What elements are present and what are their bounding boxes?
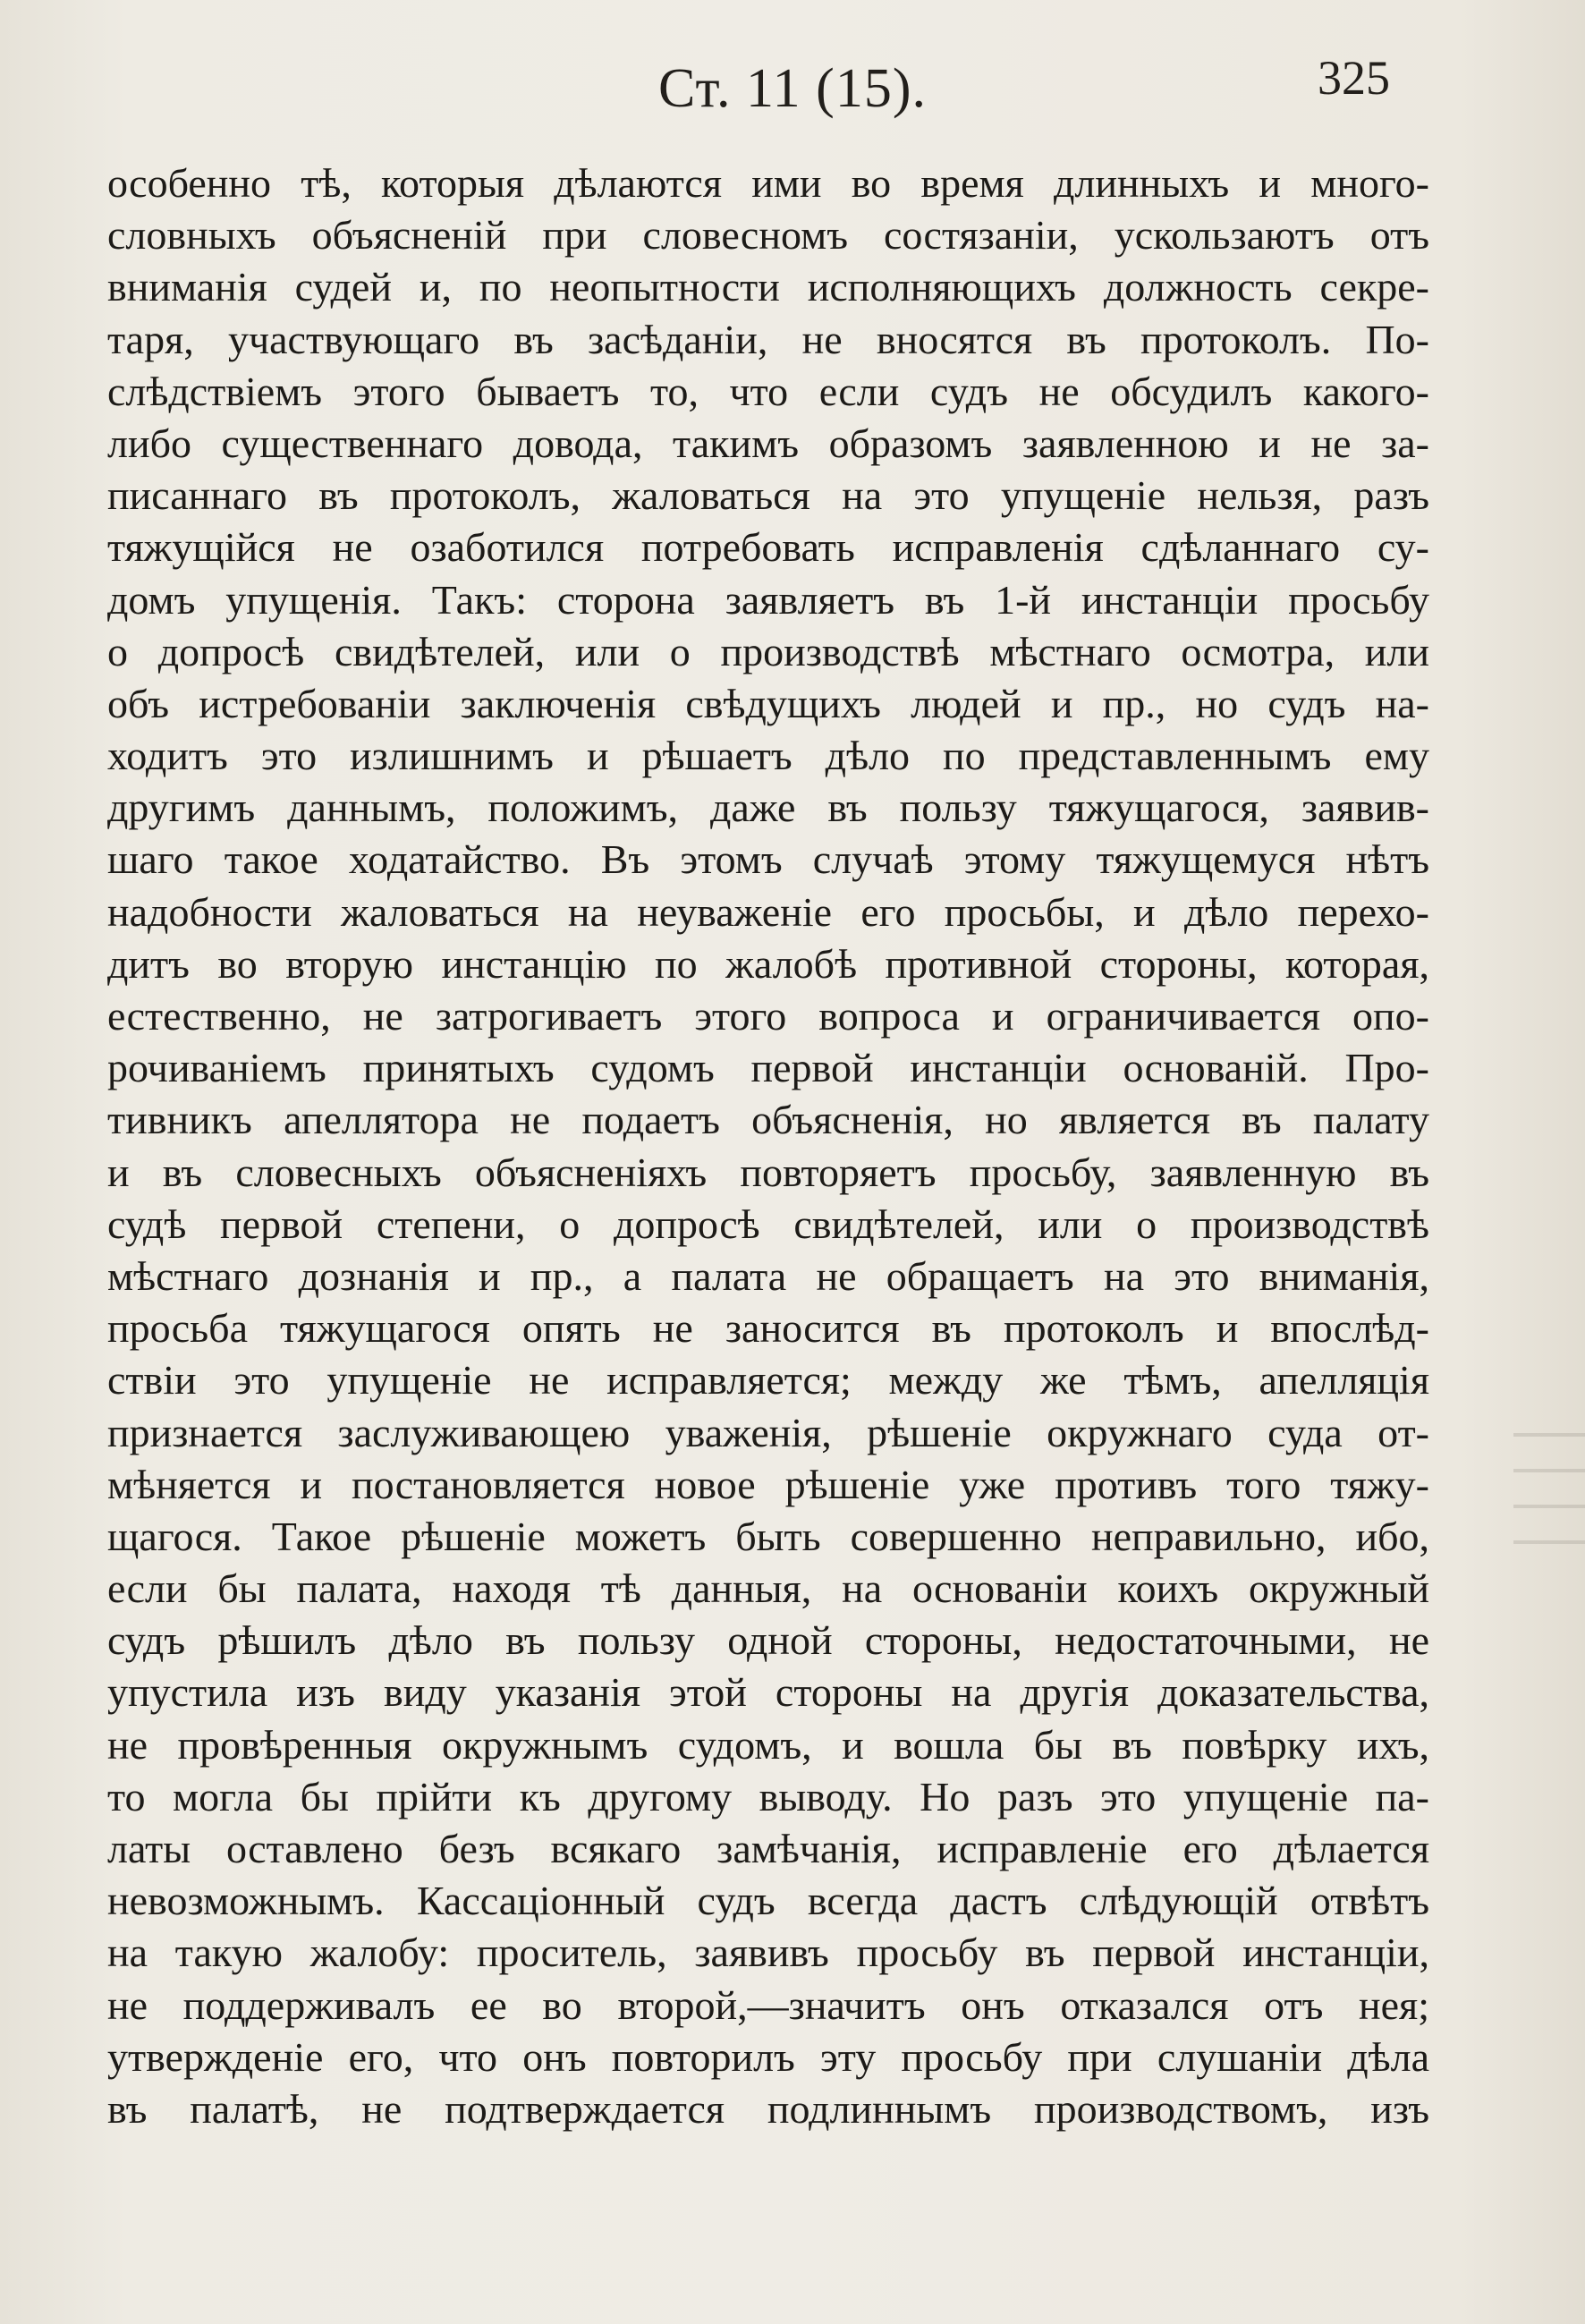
text-line: упустила изъ виду указанія этой стороны на другія доказательства, [107, 1669, 1429, 1716]
text-line: судъ рѣшилъ дѣло въ пользу одной стороны, недостаточными, не [107, 1617, 1429, 1664]
body-text [107, 157, 1429, 2135]
text-line: естественно, не затрогиваетъ этого вопроса и ограничивается опо- [107, 993, 1429, 1039]
text-line: либо существеннаго довода, такимъ образомъ заявленною и не за- [107, 420, 1429, 466]
running-title: Ст. 11 (15). [658, 58, 927, 119]
text-line: не провѣренныя окружнымъ судомъ, и вошла бы въ повѣрку ихъ, [107, 1721, 1429, 1768]
text-line: о допросѣ свидѣтелей, или о производствѣ мѣстнаго осмотра, или [107, 628, 1429, 674]
text-line: утвержденіе его, что онъ повторилъ эту просьбу при слушаніи дѣла [107, 2033, 1429, 2080]
text-line: вниманія судей и, по неопытности исполняющихъ должность секре- [107, 264, 1429, 310]
text-line: тивникъ апеллятора не подаетъ объясненія, но является въ палату [107, 1097, 1429, 1143]
text-line: просьба тяжущагося опять не заносится въ протоколъ и впослѣд- [107, 1305, 1429, 1352]
text-line: слѣдствіемъ этого бываетъ то, что если судъ не обсудилъ какого- [107, 368, 1429, 414]
text-line: особенно тѣ, которыя дѣлаются ими во время длинныхъ и много- [107, 160, 1429, 206]
text-line: мѣстнаго дознанія и пр., а палата не обращаетъ на это вниманія, [107, 1252, 1429, 1299]
text-line: дитъ во вторую инстанцію по жалобѣ противной стороны, которая, [107, 940, 1429, 987]
text-line: судѣ первой степени, о допросѣ свидѣтелей, или о производствѣ [107, 1200, 1429, 1247]
text-line: мѣняется и постановляется новое рѣшеніе уже противъ того тяжу- [107, 1461, 1429, 1507]
text-line: объ истребованіи заключенія свѣдущихъ людей и пр., но судъ на- [107, 680, 1429, 726]
text-line: таря, участвующаго въ засѣданіи, не вносятся въ протоколъ. По- [107, 316, 1429, 362]
text-line: домъ упущенія. Такъ: сторона заявляетъ въ 1-й инстанціи просьбу [107, 576, 1429, 623]
text-line: щагося. Такое рѣшеніе можетъ быть совершенно неправильно, ибо, [107, 1513, 1429, 1559]
text-line: въ палатѣ, не подтверждается подлиннымъ производствомъ, изъ [107, 2085, 1429, 2132]
text-line: на такую жалобу: проситель, заявивъ просьбу въ первой инстанціи, [107, 1930, 1429, 1976]
text-line: признается заслуживающею уваженія, рѣшеніе окружнаго суда от- [107, 1409, 1429, 1455]
text-line: писаннаго въ протоколъ, жаловаться на это упущеніе нельзя, разъ [107, 472, 1429, 519]
text-line: то могла бы прійти къ другому выводу. Но разъ это упущеніе па- [107, 1773, 1429, 1819]
text-line: если бы палата, находя тѣ данныя, на основаніи коихъ окружный [107, 1565, 1429, 1612]
text-line: и въ словесныхъ объясненіяхъ повторяетъ просьбу, заявленную въ [107, 1149, 1429, 1195]
page-header [0, 45, 1585, 119]
show-through-mark [1513, 1413, 1585, 1565]
text-line: другимъ даннымъ, положимъ, даже въ пользу тяжущагося, заявив- [107, 785, 1429, 831]
text-line: рочиваніемъ принятыхъ судомъ первой инстанціи основаній. Про- [107, 1045, 1429, 1091]
text-line: невозможнымъ. Кассаціонный судъ всегда дастъ слѣдующій отвѣтъ [107, 1878, 1429, 1924]
text-line: ствіи это упущеніе не исправляется; между же тѣмъ, апелляція [107, 1357, 1429, 1404]
text-line: латы оставлено безъ всякаго замѣчанія, исправленіе его дѣлается [107, 1826, 1429, 1871]
text-line: ходитъ это излишнимъ и рѣшаетъ дѣло по представленнымъ ему [107, 733, 1429, 779]
text-line: надобности жаловаться на неуваженіе его просьбы, и дѣло перехо- [107, 888, 1429, 935]
text-line: словныхъ объясненій при словесномъ состязаніи, ускользаютъ отъ [107, 212, 1429, 259]
text-line: тяжущійся не озаботился потребовать исправленія сдѣланнаго су- [107, 524, 1429, 571]
page-number: 325 [1318, 51, 1390, 105]
text-line: не поддерживалъ ее во второй,—значитъ онъ отказался отъ нея; [107, 1981, 1429, 2028]
text-line: шаго такое ходатайство. Въ этомъ случаѣ этому тяжущемуся нѣтъ [107, 836, 1429, 883]
